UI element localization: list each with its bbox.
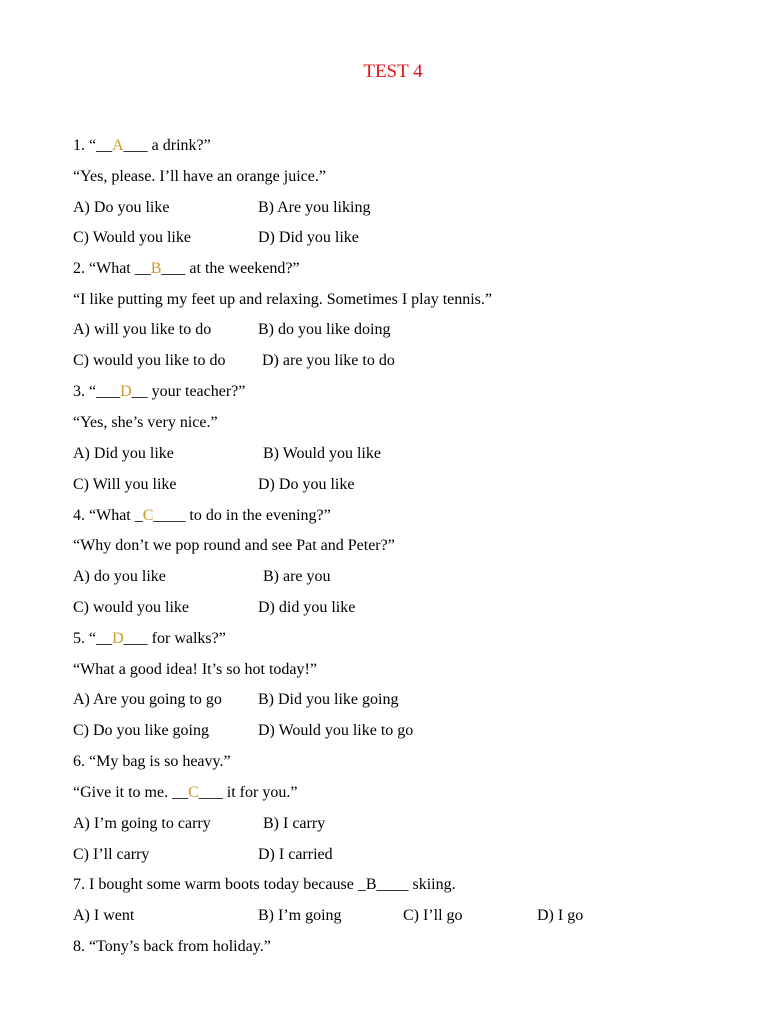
question-2-pre: 2. “What __ [73, 260, 151, 277]
question-1-option-c: C) Would you like [73, 229, 191, 246]
question-7-stem: 7. I bought some warm boots today because _B____ skiing. [73, 876, 456, 893]
question-3-answer: D [120, 383, 132, 400]
question-6-option-b: B) I carry [263, 815, 326, 832]
question-3-reply: “Yes, she’s very nice.” [73, 414, 218, 431]
question-6-option-d: D) I carried [258, 846, 333, 863]
question-1-reply: “Yes, please. I’ll have an orange juice.” [73, 168, 326, 185]
question-2-option-a: A) will you like to do [73, 321, 212, 338]
question-5-option-d: D) Would you like to go [258, 722, 414, 739]
question-3-post: __ your teacher?” [131, 383, 246, 400]
question-1-answer: A [112, 137, 124, 154]
question-4-stem [73, 506, 331, 526]
question-2-option-b: B) do you like doing [258, 321, 391, 338]
question-1-post: ___ a drink?” [123, 137, 211, 154]
question-5-option-c: C) Do you like going [73, 722, 209, 739]
question-5-reply: “What a good idea! It’s so hot today!” [73, 661, 317, 678]
page-title: TEST 4 [363, 61, 423, 82]
question-5-stem [73, 629, 226, 649]
question-5-answer: D [112, 630, 124, 647]
question-4-pre: 4. “What _ [73, 507, 143, 524]
question-2-stem [73, 259, 300, 279]
question-8-stem: 8. “Tony’s back from holiday.” [73, 938, 271, 955]
question-6-reply [73, 783, 297, 803]
question-5-option-a: A) Are you going to go [73, 691, 222, 708]
question-6-answer: C [188, 784, 199, 801]
question-2-option-c: C) would you like to do [73, 352, 226, 369]
question-2-option-d: D) are you like to do [262, 352, 395, 369]
question-7-option-c: C) I’ll go [403, 907, 463, 924]
question-2-reply: “I like putting my feet up and relaxing. Sometimes I play tennis.” [73, 291, 493, 308]
question-1-option-d: D) Did you like [258, 229, 359, 246]
question-1-option-b: B) Are you liking [258, 199, 371, 216]
question-2-post: ___ at the weekend?” [161, 260, 300, 277]
question-3-option-c: C) Will you like [73, 476, 177, 493]
question-6-post: ___ it for you.” [198, 784, 298, 801]
question-4-option-d: D) did you like [258, 599, 356, 616]
question-4-post: ____ to do in the evening?” [153, 507, 331, 524]
question-3-option-a: A) Did you like [73, 445, 174, 462]
question-4-answer: C [142, 507, 154, 524]
question-1-stem [73, 136, 211, 156]
question-5-post: ___ for walks?” [123, 630, 226, 647]
question-3-stem [73, 382, 245, 402]
question-4-option-a: A) do you like [73, 568, 166, 585]
question-3-option-b: B) Would you like [263, 445, 381, 462]
question-4-reply: “Why don’t we pop round and see Pat and Peter?” [73, 537, 395, 554]
question-7-option-b: B) I’m going [258, 907, 342, 924]
question-1-option-a: A) Do you like [73, 199, 170, 216]
question-6-option-a: A) I’m going to carry [73, 815, 211, 832]
question-6-stem: 6. “My bag is so heavy.” [73, 753, 231, 770]
question-1-pre: 1. “__ [73, 137, 113, 154]
question-3-option-d: D) Do you like [258, 476, 355, 493]
question-6-option-c: C) I’ll carry [73, 846, 150, 863]
question-5-option-b: B) Did you like going [258, 691, 399, 708]
question-6-pre: “Give it to me. __ [73, 784, 189, 801]
question-3-pre: 3. “___ [73, 383, 121, 400]
question-4-option-c: C) would you like [73, 599, 189, 616]
question-5-pre: 5. “__ [73, 630, 113, 647]
question-4-option-b: B) are you [263, 568, 331, 585]
question-7-option-a: A) I went [73, 907, 135, 924]
question-7-option-d: D) I go [537, 907, 584, 924]
question-2-answer: B [150, 260, 162, 277]
